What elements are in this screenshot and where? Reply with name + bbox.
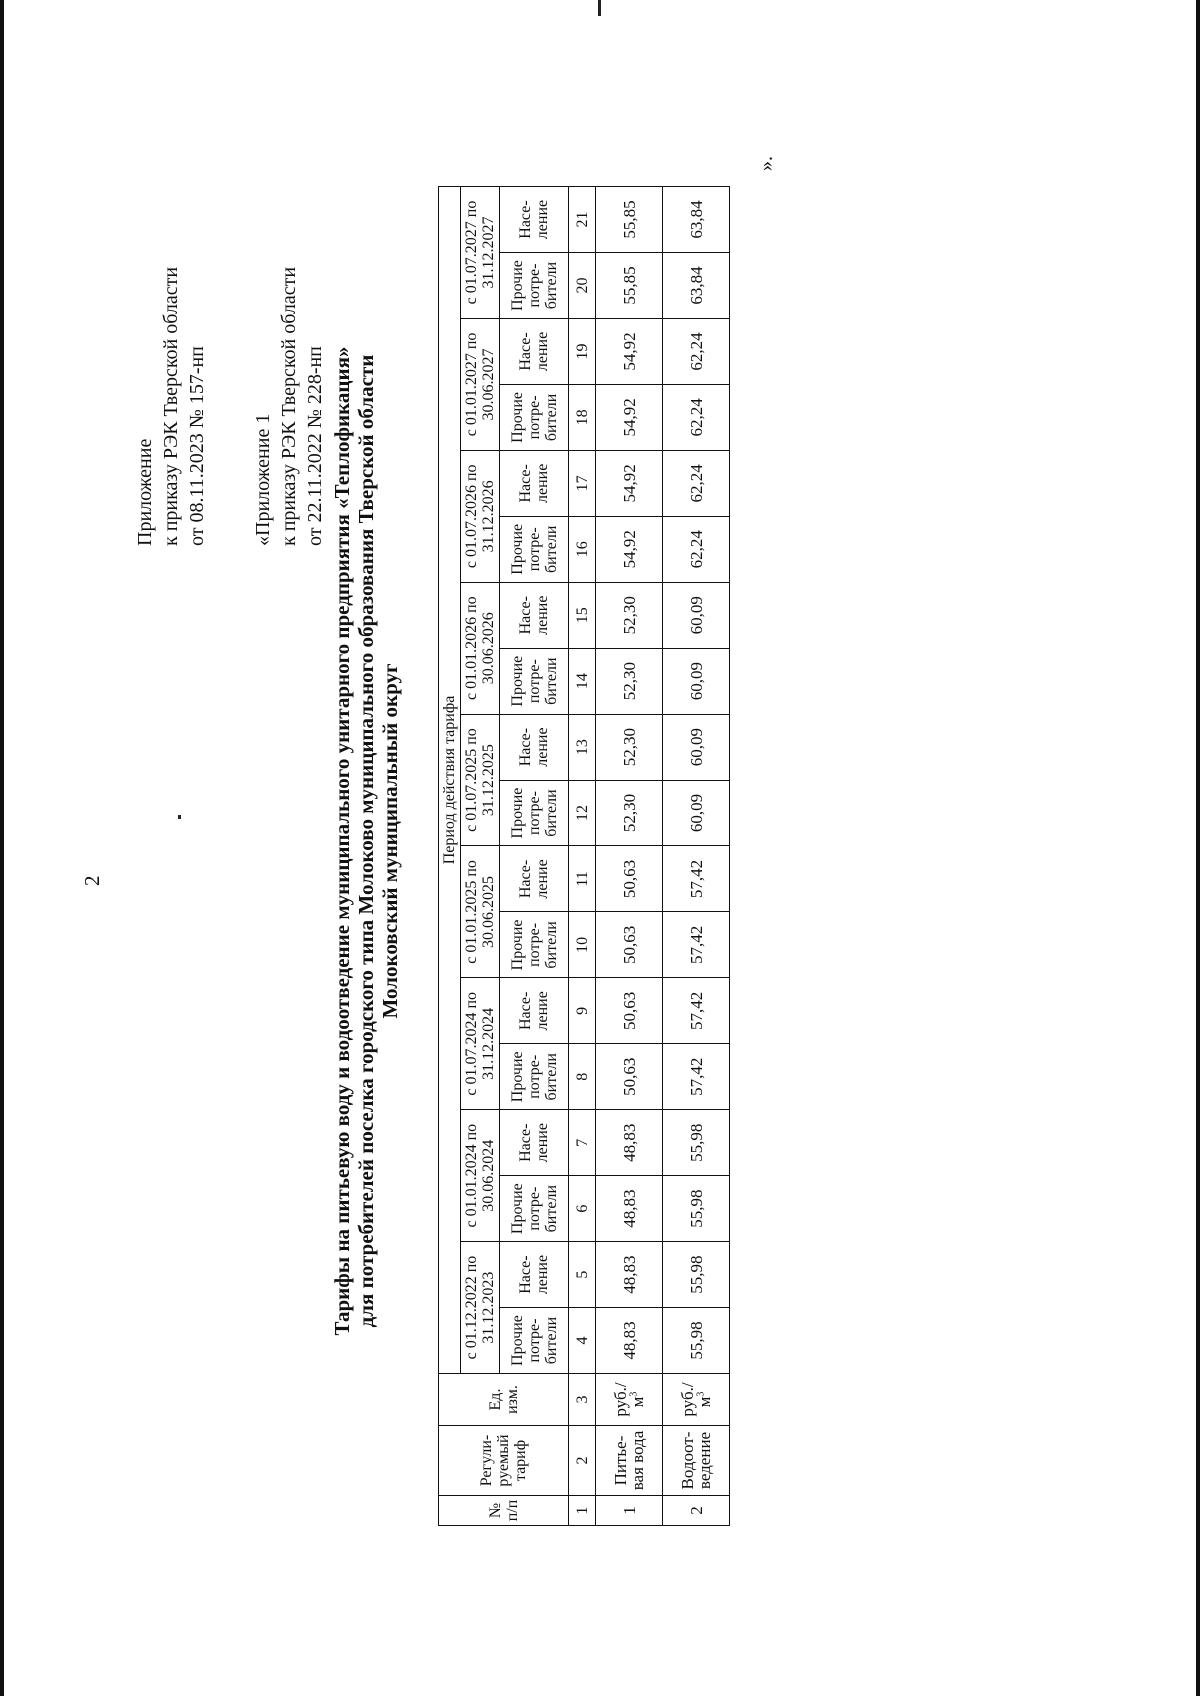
tariff-value: 57,42: [663, 912, 730, 978]
tariff-table: [438, 186, 730, 1526]
tariff-value: 60,09: [663, 780, 730, 846]
tariff-value: 55,85: [596, 187, 663, 253]
column-number: 13: [569, 714, 596, 780]
tariff-value: 50,63: [596, 846, 663, 912]
column-number: 3: [569, 1374, 596, 1426]
tariff-value: 54,92: [596, 319, 663, 385]
tariff-value: 63,84: [663, 187, 730, 253]
unit-superscript: 3: [628, 1391, 640, 1397]
column-number: 5: [569, 1242, 596, 1308]
row-unit: [663, 1374, 730, 1426]
tariff-value: 60,09: [663, 648, 730, 714]
period-cell: с 01.01.2027 по 30.06.2027: [461, 319, 500, 451]
row-unit: [596, 1374, 663, 1426]
document-title: [330, 316, 402, 1366]
period-row: [461, 187, 500, 1526]
consumer-population-header: Насе-ление: [500, 1110, 569, 1176]
tariff-value: 50,63: [596, 912, 663, 978]
tariff-value: 52,30: [596, 780, 663, 846]
column-number: 10: [569, 912, 596, 978]
consumer-population-header: Насе-ление: [500, 582, 569, 648]
consumer-other-header: Прочие потре-бители: [500, 516, 569, 582]
tariff-value: 57,42: [663, 978, 730, 1044]
consumer-population-header: Насе-ление: [500, 714, 569, 780]
unit-superscript: 3: [695, 1391, 707, 1397]
appendix-current-line1: Приложение: [134, 438, 156, 546]
consumer-other-header: Прочие потре-бители: [500, 1176, 569, 1242]
column-number: 2: [569, 1426, 596, 1496]
consumer-row: [500, 187, 569, 1526]
column-number: 9: [569, 978, 596, 1044]
tariff-value: 57,42: [663, 1044, 730, 1110]
column-number: 15: [569, 582, 596, 648]
tariff-value: 54,92: [596, 384, 663, 450]
column-number: 7: [569, 1110, 596, 1176]
tariff-value: 48,83: [596, 1110, 663, 1176]
column-number: 8: [569, 1044, 596, 1110]
period-cell: с 01.07.2026 по 31.12.2026: [461, 450, 500, 582]
tariff-value: 55,98: [663, 1110, 730, 1176]
page-number: 2: [80, 875, 104, 886]
row-tariff-name: Водоот-ведение: [663, 1426, 730, 1496]
consumer-population-header: Насе-ление: [500, 187, 569, 253]
consumer-other-header: Прочие потре-бители: [500, 648, 569, 714]
tariff-value: 48,83: [596, 1176, 663, 1242]
column-number: 12: [569, 780, 596, 846]
table-row: [596, 187, 663, 1526]
appendix-original-header: [250, 267, 328, 546]
tariff-value: 52,30: [596, 582, 663, 648]
title-line3: Молоковский муниципальный округ: [378, 663, 402, 1019]
col-header-unit: Ед. изм.: [439, 1374, 569, 1426]
appendix-current-header: [132, 267, 210, 546]
appendix-current-line2: к приказу РЭК Тверской области: [160, 266, 182, 546]
tariff-value: 63,84: [663, 253, 730, 319]
consumer-other-header: Прочие потре-бители: [500, 1308, 569, 1374]
consumer-other-header: Прочие потре-бители: [500, 253, 569, 319]
consumer-other-header: Прочие потре-бители: [500, 912, 569, 978]
period-cell: с 01.07.2025 по 31.12.2025: [461, 714, 500, 846]
unit-text: руб./м: [678, 1382, 714, 1417]
column-number: 20: [569, 253, 596, 319]
row-number: 1: [596, 1496, 663, 1526]
tariff-value: 52,30: [596, 648, 663, 714]
column-number: 21: [569, 187, 596, 253]
appendix-original-line1: «Приложение 1: [252, 413, 274, 546]
tariff-value: 55,98: [663, 1242, 730, 1308]
column-number: 14: [569, 648, 596, 714]
column-number-row: [569, 187, 596, 1526]
col-header-tariff: Регули-руемый тариф: [439, 1426, 569, 1496]
tariff-value: 50,63: [596, 1044, 663, 1110]
tariff-value: 55,98: [663, 1176, 730, 1242]
period-cell: с 01.07.2027 по 31.12.2027: [461, 187, 500, 319]
tariff-value: 57,42: [663, 846, 730, 912]
column-number: 17: [569, 450, 596, 516]
column-number: 11: [569, 846, 596, 912]
tariff-value: 60,09: [663, 714, 730, 780]
consumer-other-header: Прочие потре-бители: [500, 780, 569, 846]
unit-text: руб./м: [611, 1382, 647, 1417]
tariff-value: 55,85: [596, 253, 663, 319]
period-cell: с 01.01.2024 по 30.06.2024: [461, 1110, 500, 1242]
consumer-population-header: Насе-ление: [500, 978, 569, 1044]
tariff-value: 48,83: [596, 1242, 663, 1308]
appendix-original-line3: от 22.11.2022 № 228-нп: [304, 346, 326, 546]
tariff-value: 62,24: [663, 384, 730, 450]
column-number: 16: [569, 516, 596, 582]
row-tariff-name: Питье-вая вода: [596, 1426, 663, 1496]
period-cell: с 01.01.2025 по 30.06.2025: [461, 846, 500, 978]
tariff-value: 50,63: [596, 978, 663, 1044]
closing-mark: ».: [755, 156, 777, 171]
tariff-value: 52,30: [596, 714, 663, 780]
consumer-population-header: Насе-ление: [500, 450, 569, 516]
title-line1: Тарифы на питьевую воду и водоотведение муниципального унитарного предприятия «Теплофикация»: [330, 346, 354, 1336]
column-number: 1: [569, 1496, 596, 1526]
consumer-other-header: Прочие потре-бители: [500, 1044, 569, 1110]
tariff-value: 62,24: [663, 319, 730, 385]
period-cell: с 01.01.2026 по 30.06.2026: [461, 582, 500, 714]
consumer-population-header: Насе-ление: [500, 319, 569, 385]
consumer-population-header: Насе-ление: [500, 846, 569, 912]
period-cell: с 01.07.2024 по 31.12.2024: [461, 978, 500, 1110]
table-row: [663, 187, 730, 1526]
col-header-no: № п/п: [439, 1496, 569, 1526]
tariff-value: 54,92: [596, 516, 663, 582]
appendix-original-line2: к приказу РЭК Тверской области: [278, 266, 300, 546]
consumer-population-header: Насе-ление: [500, 1242, 569, 1308]
column-number: 19: [569, 319, 596, 385]
tariff-value: 62,24: [663, 450, 730, 516]
tariff-value: 62,24: [663, 516, 730, 582]
period-header: Период действия тарифа: [439, 187, 461, 1374]
tariff-value: 48,83: [596, 1308, 663, 1374]
row-number: 2: [663, 1496, 730, 1526]
consumer-other-header: Прочие потре-бители: [500, 384, 569, 450]
tariff-value: 55,98: [663, 1308, 730, 1374]
period-cell: с 01.12.2022 по 31.12.2023: [461, 1242, 500, 1374]
column-number: 18: [569, 384, 596, 450]
tariff-value: 60,09: [663, 582, 730, 648]
column-number: 4: [569, 1308, 596, 1374]
column-number: 6: [569, 1176, 596, 1242]
tariff-value: 54,92: [596, 450, 663, 516]
table-body: [596, 187, 730, 1526]
title-line2: для потребителей поселка городского типа Молоково муниципального образования Тверской области: [354, 354, 378, 1328]
appendix-current-line3: от 08.11.2023 № 157-нп: [186, 346, 208, 546]
